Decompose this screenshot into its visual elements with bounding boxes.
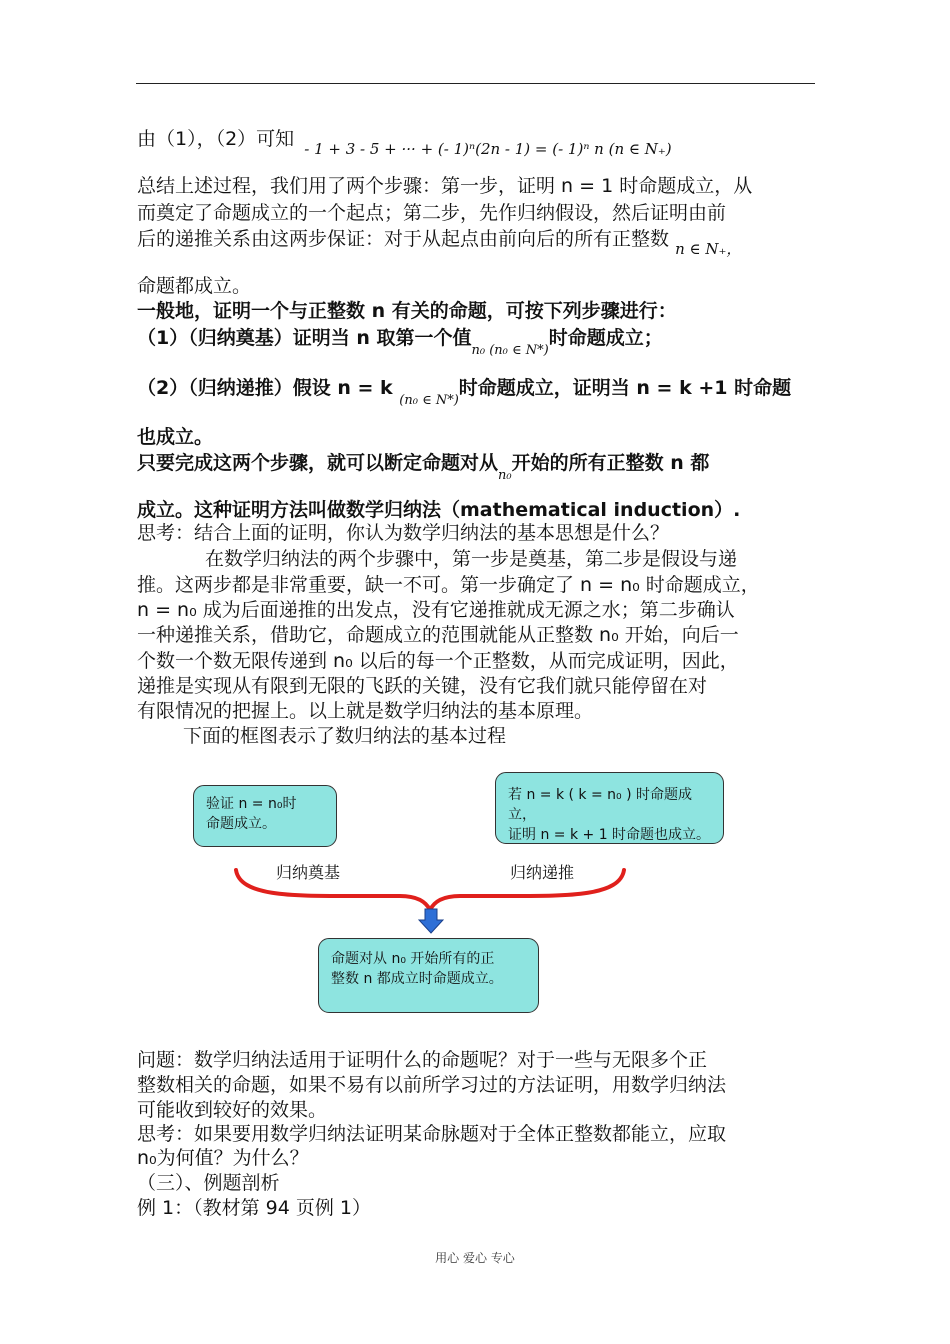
summary-line-3 xyxy=(137,227,742,258)
diagram-box-base xyxy=(193,785,337,847)
conclusion xyxy=(137,451,710,483)
step2-text: （2）（归纳递推）假设 n = k xyxy=(137,377,393,399)
question-line-1: 问题：数学归纳法适用于证明什么的命题呢？对于一些与无限多个正 xyxy=(137,1049,708,1071)
step1-text: （1）（归纳奠基）证明当 n 取第一个值 xyxy=(137,327,472,349)
step1-tail: 时命题成立； xyxy=(548,327,663,349)
explain-line-3: n = n₀ 成为后面递推的出发点，没有它递推就成无源之水；第二步确认 xyxy=(137,599,735,621)
step1-math: n₀ (n₀ ∈ N*) xyxy=(471,343,549,358)
header-rule xyxy=(136,83,815,84)
line1-prefix: 由（1），（2）可知 xyxy=(137,128,295,150)
summary-line-2: 而奠定了命题成立的一个起点；第二步，先作归纳假设，然后证明由前 xyxy=(137,202,727,224)
explain-line-6: 递推是实现从有限到无限的飞跃的关键，没有它我们就只能停留在对 xyxy=(137,675,708,697)
explain-line-1: 在数学归纳法的两个步骤中，第一步是奠基，第二步是假设与递 xyxy=(205,548,738,570)
diagram-box-step xyxy=(495,772,724,844)
question-line-2: 整数相关的命题，如果不易有以前所学习过的方法证明，用数学归纳法 xyxy=(137,1074,727,1096)
think2-line-2: n₀为何值？为什么？ xyxy=(137,1147,309,1169)
conclusion-b: 开始的所有正整数 n 都 xyxy=(511,452,710,474)
explain-line-7: 有限情况的把握上。以上就是数学归纳法的基本原理。 xyxy=(137,700,594,722)
label-base: 归纳奠基 xyxy=(276,863,341,882)
summary-line-4: 命题都成立。 xyxy=(137,275,252,297)
formula-1: - 1 + 3 - 5 + ··· + (- 1)ⁿ(2n - 1) = (- 1)ⁿ n (n ∈ N₊) xyxy=(304,140,672,158)
box-base-line-2: 命题成立。 xyxy=(206,816,276,832)
explain-line-2: 推。这两步都是非常重要，缺一不可。第一步确定了 n = n₀ 时命题成立， xyxy=(137,574,760,596)
step-1 xyxy=(137,326,663,358)
step2-tail: 时命题成立，证明当 n = k +1 时命题 xyxy=(458,377,792,399)
step2-math: (n₀ ∈ N*) xyxy=(399,393,459,408)
section-3-heading: （三）、例题剖析 xyxy=(137,1172,280,1194)
brace-curve xyxy=(236,870,624,910)
think2-line-1: 思考：如果要用数学归纳法证明某命脉题对于全体正整数都能立，应取 xyxy=(137,1123,727,1145)
summary-line-3-text: 后的递推关系由这两步保证：对于从起点由前向后的所有正整数 xyxy=(137,228,670,250)
box-conclusion-line-1: 命题对从 n₀ 开始所有的正 xyxy=(331,951,495,967)
think-1: 思考：结合上面的证明，你认为数学归纳法的基本思想是什么？ xyxy=(137,522,670,544)
line-by-1-2 xyxy=(137,127,672,158)
label-step: 归纳递推 xyxy=(510,863,575,882)
box-base-line-1: 验证 n = n₀时 xyxy=(206,796,297,812)
diagram-intro: 下面的框图表示了数归纳法的基本过程 xyxy=(183,725,507,747)
math-n-in-nplus: n ∈ N₊， xyxy=(675,240,742,258)
conclusion-line2: 成立。这种证明方法叫做数学归纳法（mathematical induction）. xyxy=(137,499,741,521)
conclusion-a: 只要完成这两个步骤，就可以断定命题对从 xyxy=(137,452,499,474)
question-line-3: 可能收到较好的效果。 xyxy=(137,1099,328,1121)
summary-line-1: 总结上述过程，我们用了两个步骤：第一步，证明 n = 1 时命题成立，从 xyxy=(137,175,753,197)
box-step-line-2: 证明 n = k + 1 时命题也成立。 xyxy=(508,827,711,843)
example-1: 例 1：（教材第 94 页例 1） xyxy=(137,1197,372,1219)
step-2 xyxy=(137,376,792,408)
conclusion-math: n₀ xyxy=(498,468,512,483)
box-step-line-1: 若 n = k ( k = n₀ ) 时命题成立， xyxy=(508,787,693,823)
explain-line-4: 一种递推关系，借助它，命题成立的范围就能从正整数 n₀ 开始，向后一 xyxy=(137,624,739,646)
step2-line2: 也成立。 xyxy=(137,426,214,448)
page-footer: 用心 爱心 专心 xyxy=(435,1251,515,1265)
down-arrow-icon xyxy=(418,908,444,934)
explain-line-5: 个数一个数无限传递到 n₀ 以后的每一个正整数，从而完成证明，因此， xyxy=(137,650,739,672)
box-conclusion-line-2: 整数 n 都成立时命题成立。 xyxy=(331,971,503,987)
bold-intro: 一般地，证明一个与正整数 n 有关的命题，可按下列步骤进行： xyxy=(137,300,677,322)
diagram-box-conclusion xyxy=(318,938,539,1013)
